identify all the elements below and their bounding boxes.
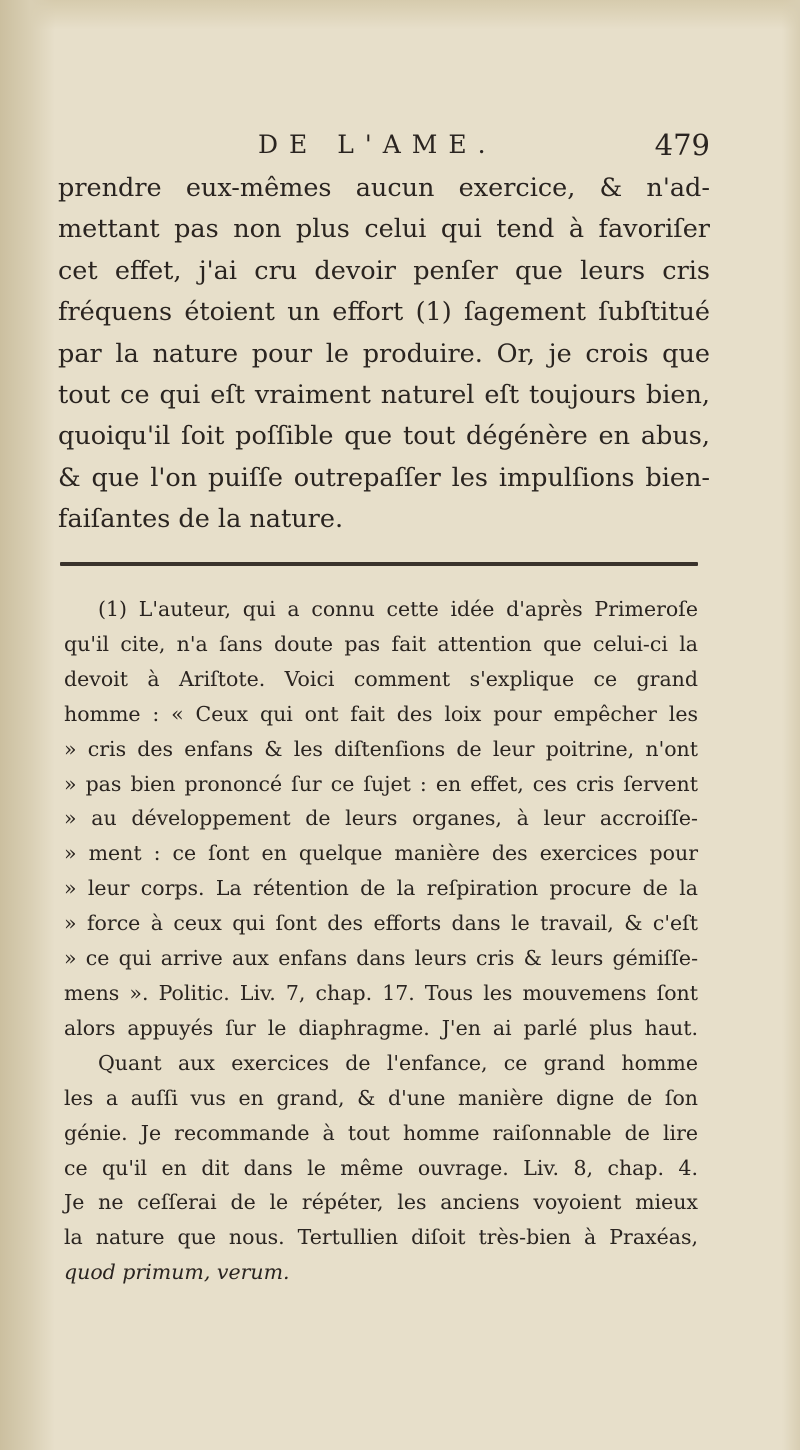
main-text-line: mettant pas non plus celui qui tend à favoriſer: [58, 214, 710, 245]
page-right-edge: [782, 0, 800, 1450]
footnote-rule: [60, 562, 698, 566]
main-text-line: cet effet, j'ai cru devoir penſer que leurs cris: [58, 255, 710, 286]
footnote-line: » au développement de leurs organes, à leur accroiſſe-: [64, 806, 698, 831]
footnote-line: Je ne ceſſerai de le répéter, les anciens voyoient mieux: [64, 1190, 698, 1215]
page-gutter-shadow: [0, 0, 55, 1450]
footnote-line: génie. Je recommande à tout homme raiſonnable de lire: [64, 1120, 698, 1145]
footnote-line: » force à ceux qui ſont des efforts dans le travail, & c'eſt: [64, 911, 698, 936]
footnote-line: » pas bien prononcé ſur ce ſujet : en effet, ces cris ſervent: [64, 771, 698, 796]
footnote-line: Quant aux exercices de l'enfance, ce grand homme: [98, 1050, 698, 1075]
page-top-shadow: [0, 0, 800, 30]
main-text-line: par la nature pour le produire. Or, je crois que: [58, 338, 710, 369]
footnote-line: alors appuyés ſur le diaphragme. J'en ai parlé plus haut.: [64, 1015, 698, 1040]
main-text-line: prendre eux-mêmes aucun exercice, & n'ad-: [58, 173, 710, 203]
footnote-line: » ce qui arrive aux enfans dans leurs cris & leurs gémiſſe-: [64, 946, 698, 971]
footnote-line: les a auſſi vus en grand, & d'une manière digne de ſon: [64, 1085, 698, 1110]
main-text-line: faiſantes de la nature.: [58, 504, 344, 535]
running-head: DE L'AME.: [258, 130, 497, 159]
main-text-line: tout ce qui eſt vraiment naturel eſt toujours bien,: [58, 380, 710, 411]
main-text: [58, 168, 710, 541]
page-header: [58, 128, 710, 172]
main-text-line: fréquens étoient un effort (1) ſagement ſubſtitué: [58, 297, 710, 328]
footnote-line: (1) L'auteur, qui a connu cette idée d'après Primeroſe: [98, 597, 698, 621]
main-text-line: quoiqu'il ſoit poſſible que tout dégénère en abus,: [58, 421, 710, 452]
footnote-line: homme : « Ceux qui ont fait des loix pour empêcher les: [64, 701, 698, 726]
page-number: 479: [654, 128, 710, 162]
footnote-line: » ment : ce ſont en quelque manière des exercices pour: [64, 841, 698, 866]
footnote: [64, 592, 698, 1290]
footnote-line: » cris des enfans & les diſtenſions de leur poitrine, n'ont: [64, 736, 698, 761]
footnote-line: qu'il cite, n'a ſans doute pas fait attention que celui-ci la: [64, 631, 698, 656]
main-text-line: & que l'on puiſſe outrepaſſer les impulſions bien-: [58, 462, 710, 493]
footnote-line: quod primum, verum.: [64, 1260, 290, 1285]
footnote-line: devoit à Ariſtote. Voici comment s'explique ce grand: [64, 666, 698, 691]
footnote-line: la nature que nous. Tertullien diſoit très-bien à Praxéas,: [64, 1225, 698, 1250]
footnote-line: » leur corps. La rétention de la reſpiration procure de la: [64, 876, 698, 901]
footnote-line: ce qu'il en dit dans le même ouvrage. Liv. 8, chap. 4.: [64, 1155, 698, 1180]
footnote-line: mens ». Politic. Liv. 7, chap. 17. Tous les mouvemens ſont: [64, 980, 698, 1005]
